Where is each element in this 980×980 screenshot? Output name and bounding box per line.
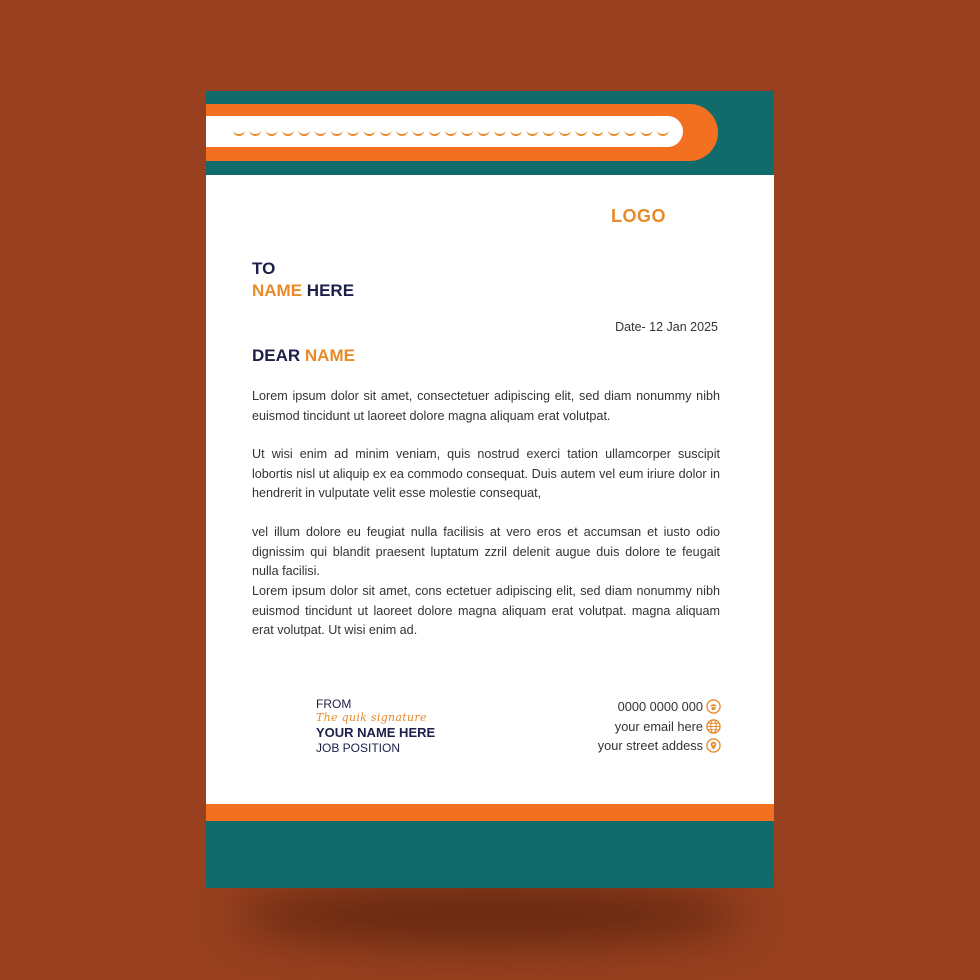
crescent-shape (429, 130, 441, 136)
crescent-shape (266, 130, 278, 136)
recipient-to-label: TO (252, 259, 276, 278)
crescent-shape (249, 130, 261, 136)
footer-teal-band (206, 821, 774, 888)
contact-address-row (598, 736, 721, 756)
job-position: JOB POSITION (316, 741, 401, 755)
crescent-shape (315, 130, 327, 136)
body-paragraph: Lorem ipsum dolor sit amet, cons ectetuer adipiscing elit, sed diam nonummy nibh euismod tincidunt ut laoreet dolore magna aliquam erat volutpat. magna aliquam erat volutpat. Ut wisi enim ad. (252, 584, 720, 637)
contact-email-row (598, 717, 721, 737)
sender-block (316, 697, 435, 755)
recipient-name-second: HERE (306, 281, 355, 300)
crescent-shape (510, 130, 522, 136)
crescent-shape (396, 130, 408, 136)
sender-name: YOUR NAME HERE (316, 725, 436, 740)
greeting-dear: DEAR (252, 346, 301, 365)
contact-block (598, 697, 721, 756)
crescent-shape (559, 130, 571, 136)
crescent-shape (363, 130, 375, 136)
crescent-shape (298, 130, 310, 136)
contact-phone: 0000 0000 000 (617, 699, 703, 715)
greeting-name: NAME (304, 346, 355, 365)
body-paragraph: vel illum dolore eu feugiat nulla facilisis at vero eros et accumsan et iusto odio dignissim qui blandit praesent luptatum zzril delenit augue duis dolore te feugait nulla facilisi. (252, 525, 720, 578)
crescent-shape (543, 130, 555, 136)
crescent-shape (641, 130, 653, 136)
crescent-pattern (232, 123, 672, 139)
greeting (252, 346, 355, 366)
crescent-shape (608, 130, 620, 136)
from-label: FROM (316, 697, 352, 711)
contact-address: your street addess (597, 738, 703, 754)
contact-email: your email here (614, 718, 703, 734)
crescent-shape (526, 130, 538, 136)
signature: The quik signature (316, 711, 427, 724)
recipient-name (252, 281, 354, 301)
contact-phone-row (598, 697, 721, 717)
crescent-shape (624, 130, 636, 136)
crescent-shape (575, 130, 587, 136)
crescent-shape (494, 130, 506, 136)
globe-icon (706, 719, 721, 734)
crescent-shape (592, 130, 604, 136)
logo-text: LOGO (611, 206, 666, 226)
letterhead-page (206, 91, 774, 888)
crescent-shape (282, 130, 294, 136)
crescent-shape (461, 130, 473, 136)
recipient-name-first: NAME (252, 281, 303, 300)
body-paragraph: Ut wisi enim ad minim veniam, quis nostrud exerci tation ullamcorper suscipit lobortis nisl ut aliquip ex ea commodo consequat. Duis autem vel eum iriure dolor in hendrerit in vulputate velit esse molestie consequat, (252, 447, 720, 500)
crescent-shape (657, 130, 669, 136)
crescent-shape (347, 130, 359, 136)
footer-orange-stripe (206, 804, 774, 821)
crescent-shape (445, 130, 457, 136)
body-paragraph: Lorem ipsum dolor sit amet, consectetuer adipiscing elit, sed diam nonummy nibh euismod tincidunt ut laoreet dolore magna aliquam erat volutpat. (252, 389, 720, 423)
crescent-shape (233, 130, 245, 136)
page-shadow (235, 885, 745, 945)
crescent-shape (331, 130, 343, 136)
location-pin-icon (706, 738, 721, 753)
crescent-shape (478, 130, 490, 136)
phone-icon (706, 699, 721, 714)
crescent-shape (412, 130, 424, 136)
letter-date: Date- 12 Jan 2025 (615, 320, 718, 334)
crescent-shape (380, 130, 392, 136)
header-band (206, 91, 774, 175)
